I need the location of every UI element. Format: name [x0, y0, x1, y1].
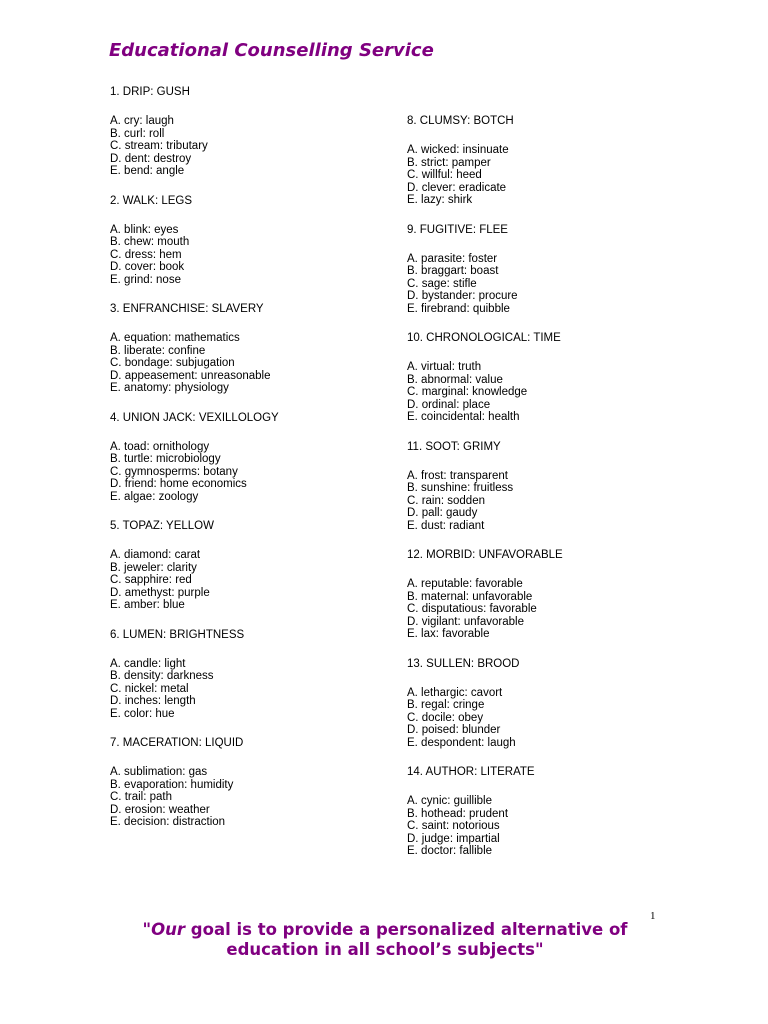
answer-option: C. nickel: metal [110, 682, 189, 695]
question-title: 11. SOOT: GRIMY [407, 440, 501, 453]
answer-option: C. marginal: knowledge [407, 386, 528, 398]
quote-open-mark: " [142, 920, 152, 939]
answer-option: B. liberate: confine [110, 344, 206, 357]
answer-option: E. doctor: fallible [407, 845, 493, 857]
left-question-column [110, 86, 390, 846]
question-block [407, 332, 687, 424]
answer-option: B. chew: mouth [110, 236, 190, 248]
answer-option: A. cynic: guillible [407, 795, 493, 807]
answer-option: B. regal: cringe [407, 699, 485, 711]
question-title: 1. DRIP: GUSH [110, 86, 190, 98]
question-title: 6. LUMEN: BRIGHTNESS [110, 628, 245, 641]
question-title: 4. UNION JACK: VEXILLOLOGY [110, 411, 279, 424]
question-title: 5. TOPAZ: YELLOW [110, 520, 214, 532]
page-number: 1 [650, 910, 656, 922]
answer-option: D. inches: length [110, 695, 196, 707]
answer-option: E. decision: distraction [110, 816, 226, 828]
question-block [407, 658, 687, 750]
question-block [110, 412, 390, 504]
answer-option: B. hothead: prudent [407, 807, 509, 820]
answer-option: C. dress: hem [110, 248, 182, 261]
answer-option: A. lethargic: cavort [407, 686, 503, 699]
answer-option: A. reputable: favorable [407, 578, 523, 590]
question-title: 9. FUGITIVE: FLEE [407, 223, 508, 236]
answer-option: B. turtle: microbiology [110, 453, 221, 465]
question-title: 8. CLUMSY: BOTCH [407, 115, 514, 127]
answer-option: E. color: hue [110, 707, 175, 720]
answer-option: C. sapphire: red [110, 574, 192, 586]
answer-option: A. blink: eyes [110, 223, 179, 236]
answer-option: A. cry: laugh [110, 115, 174, 127]
answer-option: D. pall: gaudy [407, 507, 478, 519]
answer-option: C. trail: path [110, 791, 172, 803]
answer-option: D. ordinal: place [407, 398, 491, 411]
question-title: 12. MORBID: UNFAVORABLE [407, 549, 563, 561]
question-title: 13. SULLEN: BROOD [407, 657, 520, 670]
answer-option: A. diamond: carat [110, 549, 201, 561]
answer-option: D. amethyst: purple [110, 586, 210, 599]
right-question-column [407, 115, 687, 875]
answer-option: A. parasite: foster [407, 252, 498, 265]
answer-option: A. wicked: insinuate [407, 144, 509, 156]
answer-option: E. firebrand: quibble [407, 302, 510, 315]
answer-option: E. algae: zoology [110, 490, 199, 503]
answer-option: D. clever: eradicate [407, 181, 507, 194]
question-block [407, 549, 687, 641]
answer-option: E. despondent: laugh [407, 736, 516, 749]
answer-option: C. gymnosperms: botany [110, 465, 238, 478]
answer-option: A. virtual: truth [407, 361, 482, 373]
question-title: 7. MACERATION: LIQUID [110, 737, 244, 749]
answer-option: B. strict: pamper [407, 156, 491, 169]
answer-option: C. disputatious: favorable [407, 603, 537, 615]
answer-option: A. equation: mathematics [110, 332, 240, 344]
answer-option: E. dust: radiant [407, 519, 485, 532]
quote-line-2: education in all school’s subjects" [226, 940, 544, 959]
answer-option: D. poised: blunder [407, 724, 501, 736]
answer-option: D. friend: home economics [110, 478, 247, 490]
answer-option: A. candle: light [110, 657, 186, 670]
question-title: 3. ENFRANCHISE: SLAVERY [110, 303, 264, 315]
question-title: 2. WALK: LEGS [110, 194, 193, 207]
answer-option: D. bystander: procure [407, 290, 518, 302]
answer-option: D. appeasement: unreasonable [110, 369, 271, 382]
answer-option: E. amber: blue [110, 599, 185, 611]
quote-line-1: goal is to provide a personalized alternative of [185, 920, 628, 939]
question-title: 14. AUTHOR: LITERATE [407, 766, 535, 778]
answer-option: B. braggart: boast [407, 265, 499, 277]
answer-option: B. curl: roll [110, 127, 165, 140]
answer-option: E. anatomy: physiology [110, 382, 229, 394]
question-block [407, 766, 687, 858]
answer-option: C. stream: tributary [110, 140, 208, 152]
answer-option: D. cover: book [110, 261, 185, 273]
answer-option: C. willful: heed [407, 169, 482, 181]
answer-option: D. erosion: weather [110, 803, 210, 816]
answer-option: B. sunshine: fruitless [407, 482, 514, 494]
answer-option: D. dent: destroy [110, 152, 192, 165]
footer-quote [90, 920, 680, 960]
answer-option: C. saint: notorious [407, 820, 500, 832]
answer-option: A. toad: ornithology [110, 440, 210, 453]
question-block [407, 115, 687, 207]
answer-option: E. bend: angle [110, 165, 185, 177]
answer-option: B. maternal: unfavorable [407, 590, 533, 603]
answer-option: A. sublimation: gas [110, 766, 208, 778]
question-block [110, 303, 390, 395]
answer-option: C. rain: sodden [407, 494, 485, 507]
answer-option: B. evaporation: humidity [110, 778, 234, 791]
answer-option: C. sage: stifle [407, 277, 477, 290]
question-block [407, 224, 687, 316]
question-block [407, 441, 687, 533]
page-header: Educational Counselling Service [109, 40, 434, 61]
question-title: 10. CHRONOLOGICAL: TIME [407, 332, 561, 344]
answer-option: A. frost: transparent [407, 469, 508, 482]
question-block [110, 195, 390, 287]
answer-option: E. coincidental: health [407, 411, 520, 423]
answer-option: E. lax: favorable [407, 628, 490, 640]
question-block [110, 737, 390, 829]
answer-option: C. docile: obey [407, 711, 484, 724]
answer-option: B. jeweler: clarity [110, 561, 197, 574]
answer-option: D. judge: impartial [407, 832, 500, 845]
answer-option: C. bondage: subjugation [110, 357, 235, 369]
question-block [110, 86, 390, 178]
quote-emphasis: Our [151, 920, 186, 939]
answer-option: B. abnormal: value [407, 373, 503, 386]
answer-option: D. vigilant: unfavorable [407, 615, 524, 628]
question-block [110, 629, 390, 721]
answer-option: E. lazy: shirk [407, 194, 473, 206]
answer-option: B. density: darkness [110, 670, 214, 682]
question-block [110, 520, 390, 612]
answer-option: E. grind: nose [110, 273, 181, 286]
